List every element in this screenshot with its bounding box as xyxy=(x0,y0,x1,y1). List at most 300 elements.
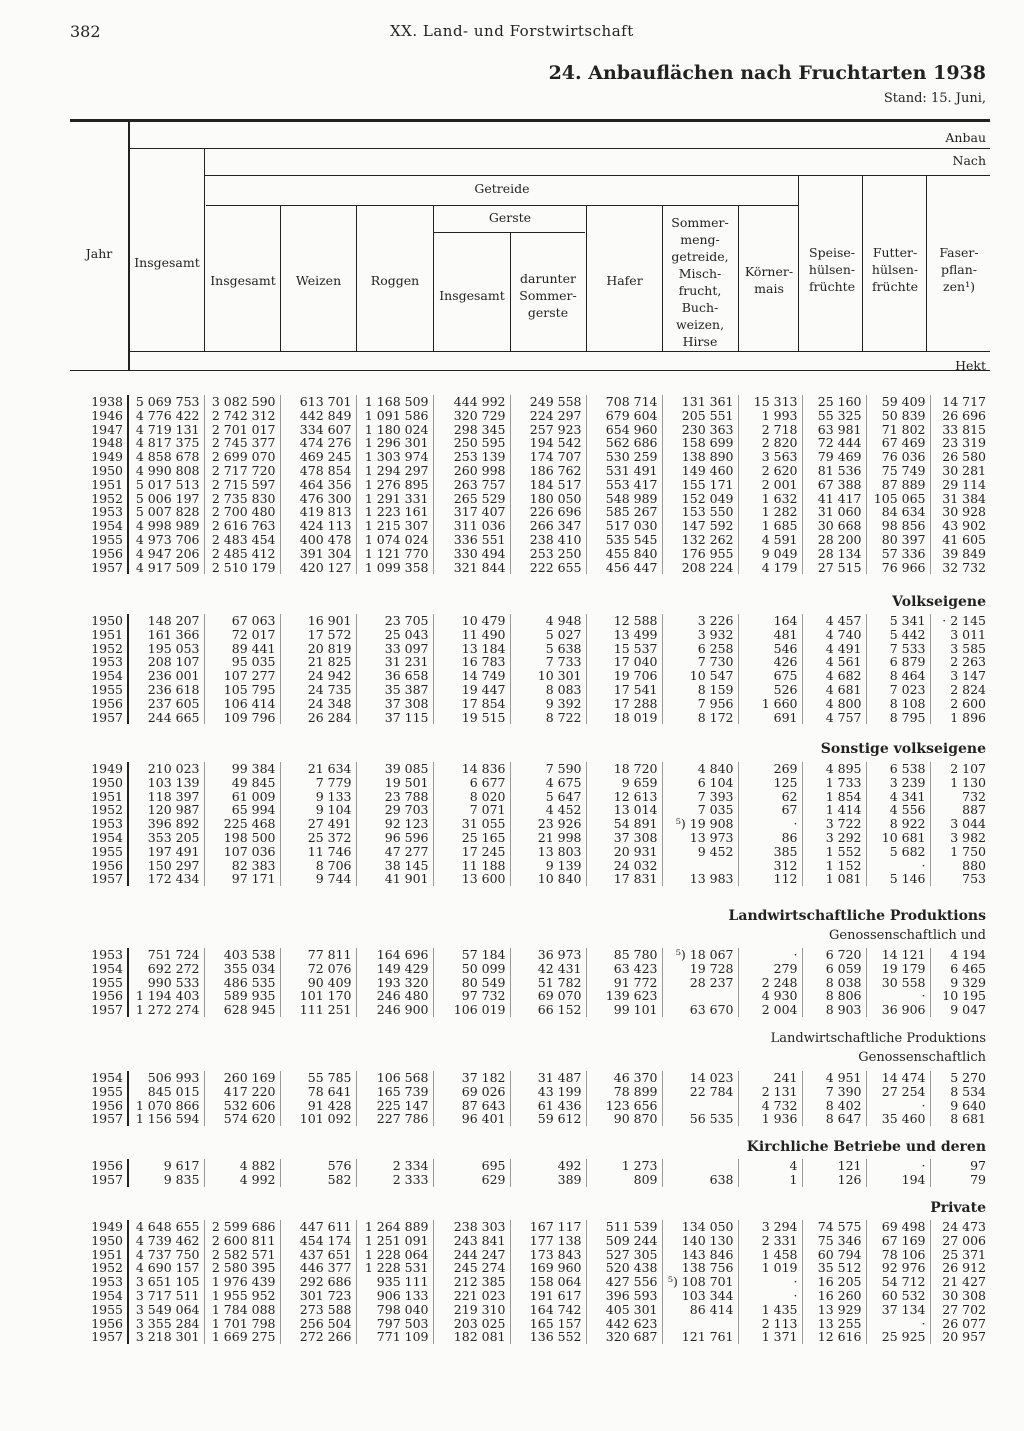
cell-roggen: 1 180 024 xyxy=(356,423,433,437)
cell-faser: 2 824 xyxy=(930,683,990,697)
cell-total: 4 817 375 xyxy=(135,435,200,451)
cell-roggen: 1 291 331 xyxy=(356,492,433,506)
cell-total: 236 618 xyxy=(147,681,200,697)
cell-gerste-total: 10 479 xyxy=(433,614,510,628)
cell-futter: · xyxy=(866,1099,930,1113)
cell-faser: 97 xyxy=(930,1159,990,1173)
cell-speise: 126 xyxy=(802,1173,866,1187)
cell-total: 9 617 xyxy=(163,1158,200,1173)
cell-koernermais: · xyxy=(738,1275,802,1289)
cell-gerste-total: 203 025 xyxy=(433,1317,510,1331)
cell-roggen: 246 480 xyxy=(356,989,433,1003)
cell-koernermais: 1 435 xyxy=(738,1303,802,1317)
cell-weizen: 400 478 xyxy=(280,533,356,547)
table-row xyxy=(70,1303,990,1317)
table-row xyxy=(70,547,990,561)
cell-sommergerste: 51 782 xyxy=(510,976,586,990)
cell-faser: 20 957 xyxy=(930,1330,990,1344)
cell-hafer: 585 267 xyxy=(586,505,662,519)
cell-sommergerste: 9 392 xyxy=(510,697,586,711)
cell-hafer: 535 545 xyxy=(586,533,662,547)
cell-hafer: 12 588 xyxy=(586,614,662,628)
cell-roggen: 1 264 889 xyxy=(356,1220,433,1234)
cell-gerste-total: 238 303 xyxy=(433,1220,510,1234)
cell-gerste-total: 37 182 xyxy=(433,1071,510,1085)
cell-sommermeng: 143 846 xyxy=(662,1248,738,1262)
cell-weizen: 256 504 xyxy=(280,1317,356,1331)
cell-year: 1954 xyxy=(70,1071,128,1085)
cell-year: 1957 xyxy=(70,1330,128,1344)
cell-getreide-total: 2 700 480 xyxy=(204,505,280,519)
cell-hafer: 442 623 xyxy=(586,1317,662,1331)
cell-weizen: 446 377 xyxy=(280,1261,356,1275)
cell-faser: 3 044 xyxy=(930,817,990,831)
cell-koernermais: 1 371 xyxy=(738,1330,802,1344)
cell-futter: 75 749 xyxy=(866,464,930,478)
cell-sommergerste: 389 xyxy=(510,1173,586,1187)
cell-sommermeng xyxy=(662,1317,738,1331)
data-block xyxy=(70,1159,990,1187)
cell-weizen: 424 113 xyxy=(280,519,356,533)
cell-speise: 8 806 xyxy=(802,989,866,1003)
table-row xyxy=(70,1085,990,1099)
cell-total: 5 007 828 xyxy=(135,504,200,520)
header-gerste-insgesamt: Insgesamt xyxy=(439,288,505,303)
cell-total: 4 917 509 xyxy=(135,559,200,575)
cell-hafer: 320 687 xyxy=(586,1330,662,1344)
cell-getreide-total: 2 699 070 xyxy=(204,450,280,464)
cell-year: 1954 xyxy=(70,669,128,683)
cell-faser: 31 384 xyxy=(930,492,990,506)
cell-speise: 79 469 xyxy=(802,450,866,464)
cell-faser: 5 270 xyxy=(930,1071,990,1085)
cell-sommergerste: 180 050 xyxy=(510,492,586,506)
cell-gerste-total: 17 245 xyxy=(433,845,510,859)
cell-speise: 12 616 xyxy=(802,1330,866,1344)
cell-speise: 8 402 xyxy=(802,1099,866,1113)
table-row xyxy=(70,492,990,506)
cell-futter: 37 134 xyxy=(866,1303,930,1317)
cell-gerste-total: 695 xyxy=(433,1159,510,1173)
cell-getreide-total: 67 063 xyxy=(204,614,280,628)
cell-gerste-total: 330 494 xyxy=(433,547,510,561)
cell-sommermeng: ⁵) 19 908 xyxy=(662,817,738,831)
cell-total: 148 207 xyxy=(147,613,200,628)
cell-roggen: 23 705 xyxy=(356,614,433,628)
cell-sommergerste: 31 487 xyxy=(510,1071,586,1085)
cell-gerste-total: 97 732 xyxy=(433,989,510,1003)
cell-year: 1952 xyxy=(70,803,128,817)
cell-weizen: 91 428 xyxy=(280,1099,356,1113)
cell-getreide-total: 2 483 454 xyxy=(204,533,280,547)
cell-hafer: 405 301 xyxy=(586,1303,662,1317)
cell-faser: 25 371 xyxy=(930,1248,990,1262)
cell-year: 1952 xyxy=(70,642,128,656)
cell-roggen: 2 334 xyxy=(356,1159,433,1173)
cell-sommermeng: 19 728 xyxy=(662,962,738,976)
cell-total: 4 998 989 xyxy=(135,518,200,534)
cell-weizen: 420 127 xyxy=(280,561,356,575)
cell-speise: 16 205 xyxy=(802,1275,866,1289)
cell-getreide-total: 95 035 xyxy=(204,655,280,669)
cell-koernermais: 4 xyxy=(738,1159,802,1173)
cell-koernermais: 481 xyxy=(738,628,802,642)
cell-speise: 55 325 xyxy=(802,409,866,423)
cell-roggen: 1 074 024 xyxy=(356,533,433,547)
cell-futter: 14 474 xyxy=(866,1071,930,1085)
cell-total: 4 690 157 xyxy=(135,1260,200,1276)
cell-total: 4 990 808 xyxy=(135,462,200,478)
cell-getreide-total: 1 976 439 xyxy=(204,1275,280,1289)
cell-faser: 39 849 xyxy=(930,547,990,561)
cell-futter: 76 966 xyxy=(866,561,930,575)
cell-speise: 4 682 xyxy=(802,669,866,683)
cell-weizen: 26 284 xyxy=(280,711,356,725)
cell-faser: 27 006 xyxy=(930,1234,990,1248)
cell-total: 172 434 xyxy=(147,871,200,887)
cell-koernermais: 2 820 xyxy=(738,436,802,450)
table-row xyxy=(70,1112,990,1126)
cell-koernermais: 1 632 xyxy=(738,492,802,506)
cell-getreide-total: 65 994 xyxy=(204,803,280,817)
cell-speise: 4 951 xyxy=(802,1071,866,1085)
cell-gerste-total: 244 247 xyxy=(433,1248,510,1262)
cell-sommergerste: 59 612 xyxy=(510,1112,586,1126)
cell-hafer: 511 539 xyxy=(586,1220,662,1234)
cell-weizen: 17 572 xyxy=(280,628,356,642)
table-row xyxy=(70,845,990,859)
cell-sommermeng: 4 840 xyxy=(662,762,738,776)
table-status: Stand: 15. Juni, xyxy=(883,91,986,106)
cell-futter: 5 146 xyxy=(866,872,930,886)
header-insgesamt-total: Insgesamt xyxy=(134,255,200,270)
cell-year: 1950 xyxy=(70,1234,128,1248)
cell-year: 1957 xyxy=(70,561,128,575)
table-row xyxy=(70,803,990,817)
cell-speise: 4 800 xyxy=(802,697,866,711)
cell-sommergerste: 165 157 xyxy=(510,1317,586,1331)
cell-roggen: 797 503 xyxy=(356,1317,433,1331)
cell-sommermeng: ⁵) 18 067 xyxy=(662,948,738,962)
cell-speise: 74 575 xyxy=(802,1220,866,1234)
cell-hafer: 553 417 xyxy=(586,478,662,492)
cell-hafer: 548 989 xyxy=(586,492,662,506)
cell-roggen: 1 223 161 xyxy=(356,505,433,519)
cell-sommergerste: 10 301 xyxy=(510,669,586,683)
cell-koernermais: 675 xyxy=(738,669,802,683)
cell-koernermais: 1 936 xyxy=(738,1112,802,1126)
cell-getreide-total: 4 882 xyxy=(204,1159,280,1173)
cell-year: 1956 xyxy=(70,1099,128,1113)
table-row xyxy=(70,762,990,776)
cell-speise: 1 854 xyxy=(802,790,866,804)
cell-total: 161 366 xyxy=(147,626,200,642)
cell-sommermeng: 7 956 xyxy=(662,697,738,711)
cell-getreide-total: 198 500 xyxy=(204,831,280,845)
running-head: XX. Land- und Forstwirtschaft xyxy=(390,22,634,40)
cell-weizen: 576 xyxy=(280,1159,356,1173)
cell-gerste-total: 298 345 xyxy=(433,423,510,437)
cell-faser: 41 605 xyxy=(930,533,990,547)
cell-weizen: 9 744 xyxy=(280,872,356,886)
cell-gerste-total: 17 854 xyxy=(433,697,510,711)
cell-hafer: 54 891 xyxy=(586,817,662,831)
cell-weizen: 25 372 xyxy=(280,831,356,845)
cell-faser: 1 130 xyxy=(930,776,990,790)
table-row xyxy=(70,464,990,478)
cell-koernermais: 4 179 xyxy=(738,561,802,575)
cell-total: 4 739 462 xyxy=(135,1232,200,1248)
cell-speise: 72 444 xyxy=(802,436,866,450)
table-row xyxy=(70,989,990,1003)
cell-gerste-total: 57 184 xyxy=(433,948,510,962)
table-row xyxy=(70,628,990,642)
cell-total: 4 776 422 xyxy=(135,407,200,423)
cell-roggen: 164 696 xyxy=(356,948,433,962)
cell-faser: 8 534 xyxy=(930,1085,990,1099)
cell-gerste-total: 265 529 xyxy=(433,492,510,506)
cell-sommergerste: 158 064 xyxy=(510,1275,586,1289)
cell-year: 1955 xyxy=(70,976,128,990)
cell-roggen: 906 133 xyxy=(356,1289,433,1303)
table-row xyxy=(70,1248,990,1262)
cell-roggen: 165 739 xyxy=(356,1085,433,1099)
cell-gerste-total: 13 600 xyxy=(433,872,510,886)
cell-sommermeng: 158 699 xyxy=(662,436,738,450)
cell-roggen: 935 111 xyxy=(356,1275,433,1289)
cell-roggen: 37 308 xyxy=(356,697,433,711)
cell-hafer: 396 593 xyxy=(586,1289,662,1303)
cell-faser: 43 902 xyxy=(930,519,990,533)
cell-faser: 29 114 xyxy=(930,478,990,492)
cell-getreide-total: 107 277 xyxy=(204,669,280,683)
cell-roggen: 2 333 xyxy=(356,1173,433,1187)
cell-speise: 31 060 xyxy=(802,505,866,519)
cell-weizen: 613 701 xyxy=(280,395,356,409)
cell-total: 9 835 xyxy=(163,1171,200,1187)
header-speise: Speise-hülsen-früchte xyxy=(808,245,856,294)
cell-hafer: 530 259 xyxy=(586,450,662,464)
cell-faser: 3 011 xyxy=(930,628,990,642)
cell-faser: 880 xyxy=(930,859,990,873)
cell-hafer: 509 244 xyxy=(586,1234,662,1248)
cell-getreide-total: 1 784 088 xyxy=(204,1303,280,1317)
cell-getreide-total: 109 796 xyxy=(204,711,280,725)
cell-sommergerste: 253 250 xyxy=(510,547,586,561)
cell-koernermais: 1 019 xyxy=(738,1261,802,1275)
cell-koernermais: 9 049 xyxy=(738,547,802,561)
cell-speise: 6 059 xyxy=(802,962,866,976)
table-row xyxy=(70,395,990,409)
cell-sommergerste: 224 297 xyxy=(510,409,586,423)
cell-year: 1948 xyxy=(70,436,128,450)
cell-koernermais: 15 313 xyxy=(738,395,802,409)
cell-gerste-total: 11 490 xyxy=(433,628,510,642)
cell-speise: 13 929 xyxy=(802,1303,866,1317)
table-row xyxy=(70,519,990,533)
cell-sommergerste: 4 452 xyxy=(510,803,586,817)
cell-hafer: 708 714 xyxy=(586,395,662,409)
cell-weizen: 419 813 xyxy=(280,505,356,519)
table-row xyxy=(70,790,990,804)
cell-sommergerste: 21 998 xyxy=(510,831,586,845)
cell-sommermeng: 138 756 xyxy=(662,1261,738,1275)
cell-hafer: 17 541 xyxy=(586,683,662,697)
cell-year: 1956 xyxy=(70,547,128,561)
cell-year: 1957 xyxy=(70,1173,128,1187)
cell-futter: 4 556 xyxy=(866,803,930,817)
cell-sommermeng: 132 262 xyxy=(662,533,738,547)
cell-speise: 13 255 xyxy=(802,1317,866,1331)
cell-futter: 98 856 xyxy=(866,519,930,533)
cell-gerste-total: 7 071 xyxy=(433,803,510,817)
cell-year: 1949 xyxy=(70,450,128,464)
cell-koernermais: 4 591 xyxy=(738,533,802,547)
cell-futter: 105 065 xyxy=(866,492,930,506)
table-row xyxy=(70,1003,990,1017)
cell-faser: 23 319 xyxy=(930,436,990,450)
data-block xyxy=(70,948,990,1017)
cell-hafer: 19 706 xyxy=(586,669,662,683)
cell-hafer: 455 840 xyxy=(586,547,662,561)
cell-year: 1953 xyxy=(70,948,128,962)
cell-futter: 27 254 xyxy=(866,1085,930,1099)
cell-koernermais: 691 xyxy=(738,711,802,725)
cell-getreide-total: 2 735 830 xyxy=(204,492,280,506)
cell-getreide-total: 72 017 xyxy=(204,628,280,642)
cell-weizen: 9 133 xyxy=(280,790,356,804)
cell-getreide-total: 3 082 590 xyxy=(204,395,280,409)
cell-year: 1956 xyxy=(70,697,128,711)
cell-getreide-total: 486 535 xyxy=(204,976,280,990)
cell-sommermeng: 208 224 xyxy=(662,561,738,575)
table-row xyxy=(70,409,990,423)
cell-speise: 1 733 xyxy=(802,776,866,790)
cell-sommergerste: 266 347 xyxy=(510,519,586,533)
cell-getreide-total: 2 510 179 xyxy=(204,561,280,575)
cell-year: 1955 xyxy=(70,533,128,547)
cell-weizen: 442 849 xyxy=(280,409,356,423)
cell-gerste-total: 243 841 xyxy=(433,1234,510,1248)
cell-gerste-total: 14 836 xyxy=(433,762,510,776)
table-row xyxy=(70,872,990,886)
cell-faser: 1 896 xyxy=(930,711,990,725)
cell-getreide-total: 417 220 xyxy=(204,1085,280,1099)
header-sommermeng: Sommer-meng-getreide, Misch-frucht, Buch-weizen, Hirse xyxy=(671,215,729,349)
cell-year: 1949 xyxy=(70,1220,128,1234)
cell-sommermeng: 13 973 xyxy=(662,831,738,845)
cell-total: 3 549 064 xyxy=(135,1301,200,1317)
table-row xyxy=(70,831,990,845)
cell-futter: 3 239 xyxy=(866,776,930,790)
header-hafer: Hafer xyxy=(606,273,643,288)
cell-futter: 30 558 xyxy=(866,976,930,990)
cell-getreide-total: 2 599 686 xyxy=(204,1220,280,1234)
cell-weizen: 476 300 xyxy=(280,492,356,506)
cell-year: 1950 xyxy=(70,614,128,628)
cell-koernermais: 3 294 xyxy=(738,1220,802,1234)
cell-year: 1952 xyxy=(70,492,128,506)
cell-koernermais: · xyxy=(738,817,802,831)
data-block xyxy=(70,614,990,724)
cell-sommergerste: 5 027 xyxy=(510,628,586,642)
cell-year: 1954 xyxy=(70,519,128,533)
table-row xyxy=(70,1289,990,1303)
header-getreide: Getreide xyxy=(474,181,530,196)
cell-year: 1949 xyxy=(70,762,128,776)
cell-year: 1954 xyxy=(70,831,128,845)
cell-hafer: 78 899 xyxy=(586,1085,662,1099)
cell-gerste-total: 13 184 xyxy=(433,642,510,656)
cell-getreide-total: 61 009 xyxy=(204,790,280,804)
cell-roggen: 225 147 xyxy=(356,1099,433,1113)
cell-roggen: 36 658 xyxy=(356,669,433,683)
cell-speise: 63 981 xyxy=(802,423,866,437)
cell-sommergerste: 4 675 xyxy=(510,776,586,790)
cell-getreide-total: 2 616 763 xyxy=(204,519,280,533)
cell-gerste-total: 320 729 xyxy=(433,409,510,423)
cell-roggen: 31 231 xyxy=(356,655,433,669)
cell-sommergerste: 492 xyxy=(510,1159,586,1173)
cell-sommermeng: 121 761 xyxy=(662,1330,738,1344)
cell-getreide-total: 628 945 xyxy=(204,1003,280,1017)
cell-faser: 30 281 xyxy=(930,464,990,478)
cell-hafer: 123 656 xyxy=(586,1099,662,1113)
cell-total: 990 533 xyxy=(147,974,200,990)
cell-koernermais: 62 xyxy=(738,790,802,804)
cell-weizen: 474 276 xyxy=(280,436,356,450)
cell-year: 1955 xyxy=(70,683,128,697)
cell-hafer: 20 931 xyxy=(586,845,662,859)
cell-sommermeng: 28 237 xyxy=(662,976,738,990)
cell-speise: 4 681 xyxy=(802,683,866,697)
cell-weizen: 447 611 xyxy=(280,1220,356,1234)
cell-roggen: 246 900 xyxy=(356,1003,433,1017)
cell-koernermais: 4 930 xyxy=(738,989,802,1003)
cell-gerste-total: 80 549 xyxy=(433,976,510,990)
cell-koernermais: · xyxy=(738,1289,802,1303)
cell-sommermeng: 103 344 xyxy=(662,1289,738,1303)
cell-roggen: 1 294 297 xyxy=(356,464,433,478)
cell-total: 5 069 753 xyxy=(135,394,200,409)
cell-hafer: 427 556 xyxy=(586,1275,662,1289)
cell-hafer: 13 014 xyxy=(586,803,662,817)
cell-total: 118 397 xyxy=(147,788,200,804)
cell-getreide-total: 574 620 xyxy=(204,1112,280,1126)
cell-koernermais: 2 718 xyxy=(738,423,802,437)
cell-faser: 1 750 xyxy=(930,845,990,859)
cell-koernermais: 526 xyxy=(738,683,802,697)
cell-speise: 8 038 xyxy=(802,976,866,990)
cell-sommergerste: 164 742 xyxy=(510,1303,586,1317)
cell-faser: 2 263 xyxy=(930,655,990,669)
cell-hafer: 139 623 xyxy=(586,989,662,1003)
cell-sommermeng: 176 955 xyxy=(662,547,738,561)
cell-hafer: 1 273 xyxy=(586,1159,662,1173)
data-block xyxy=(70,1220,990,1344)
cell-getreide-total: 532 606 xyxy=(204,1099,280,1113)
cell-weizen: 11 746 xyxy=(280,845,356,859)
cell-faser: 8 681 xyxy=(930,1112,990,1126)
cell-year: 1954 xyxy=(70,962,128,976)
cell-speise: 1 552 xyxy=(802,845,866,859)
cell-faser: 14 717 xyxy=(930,395,990,409)
cell-year: 1953 xyxy=(70,1275,128,1289)
cell-koernermais: 2 248 xyxy=(738,976,802,990)
cell-gerste-total: 25 165 xyxy=(433,831,510,845)
cell-speise: 121 xyxy=(802,1159,866,1173)
cell-getreide-total: 82 383 xyxy=(204,859,280,873)
